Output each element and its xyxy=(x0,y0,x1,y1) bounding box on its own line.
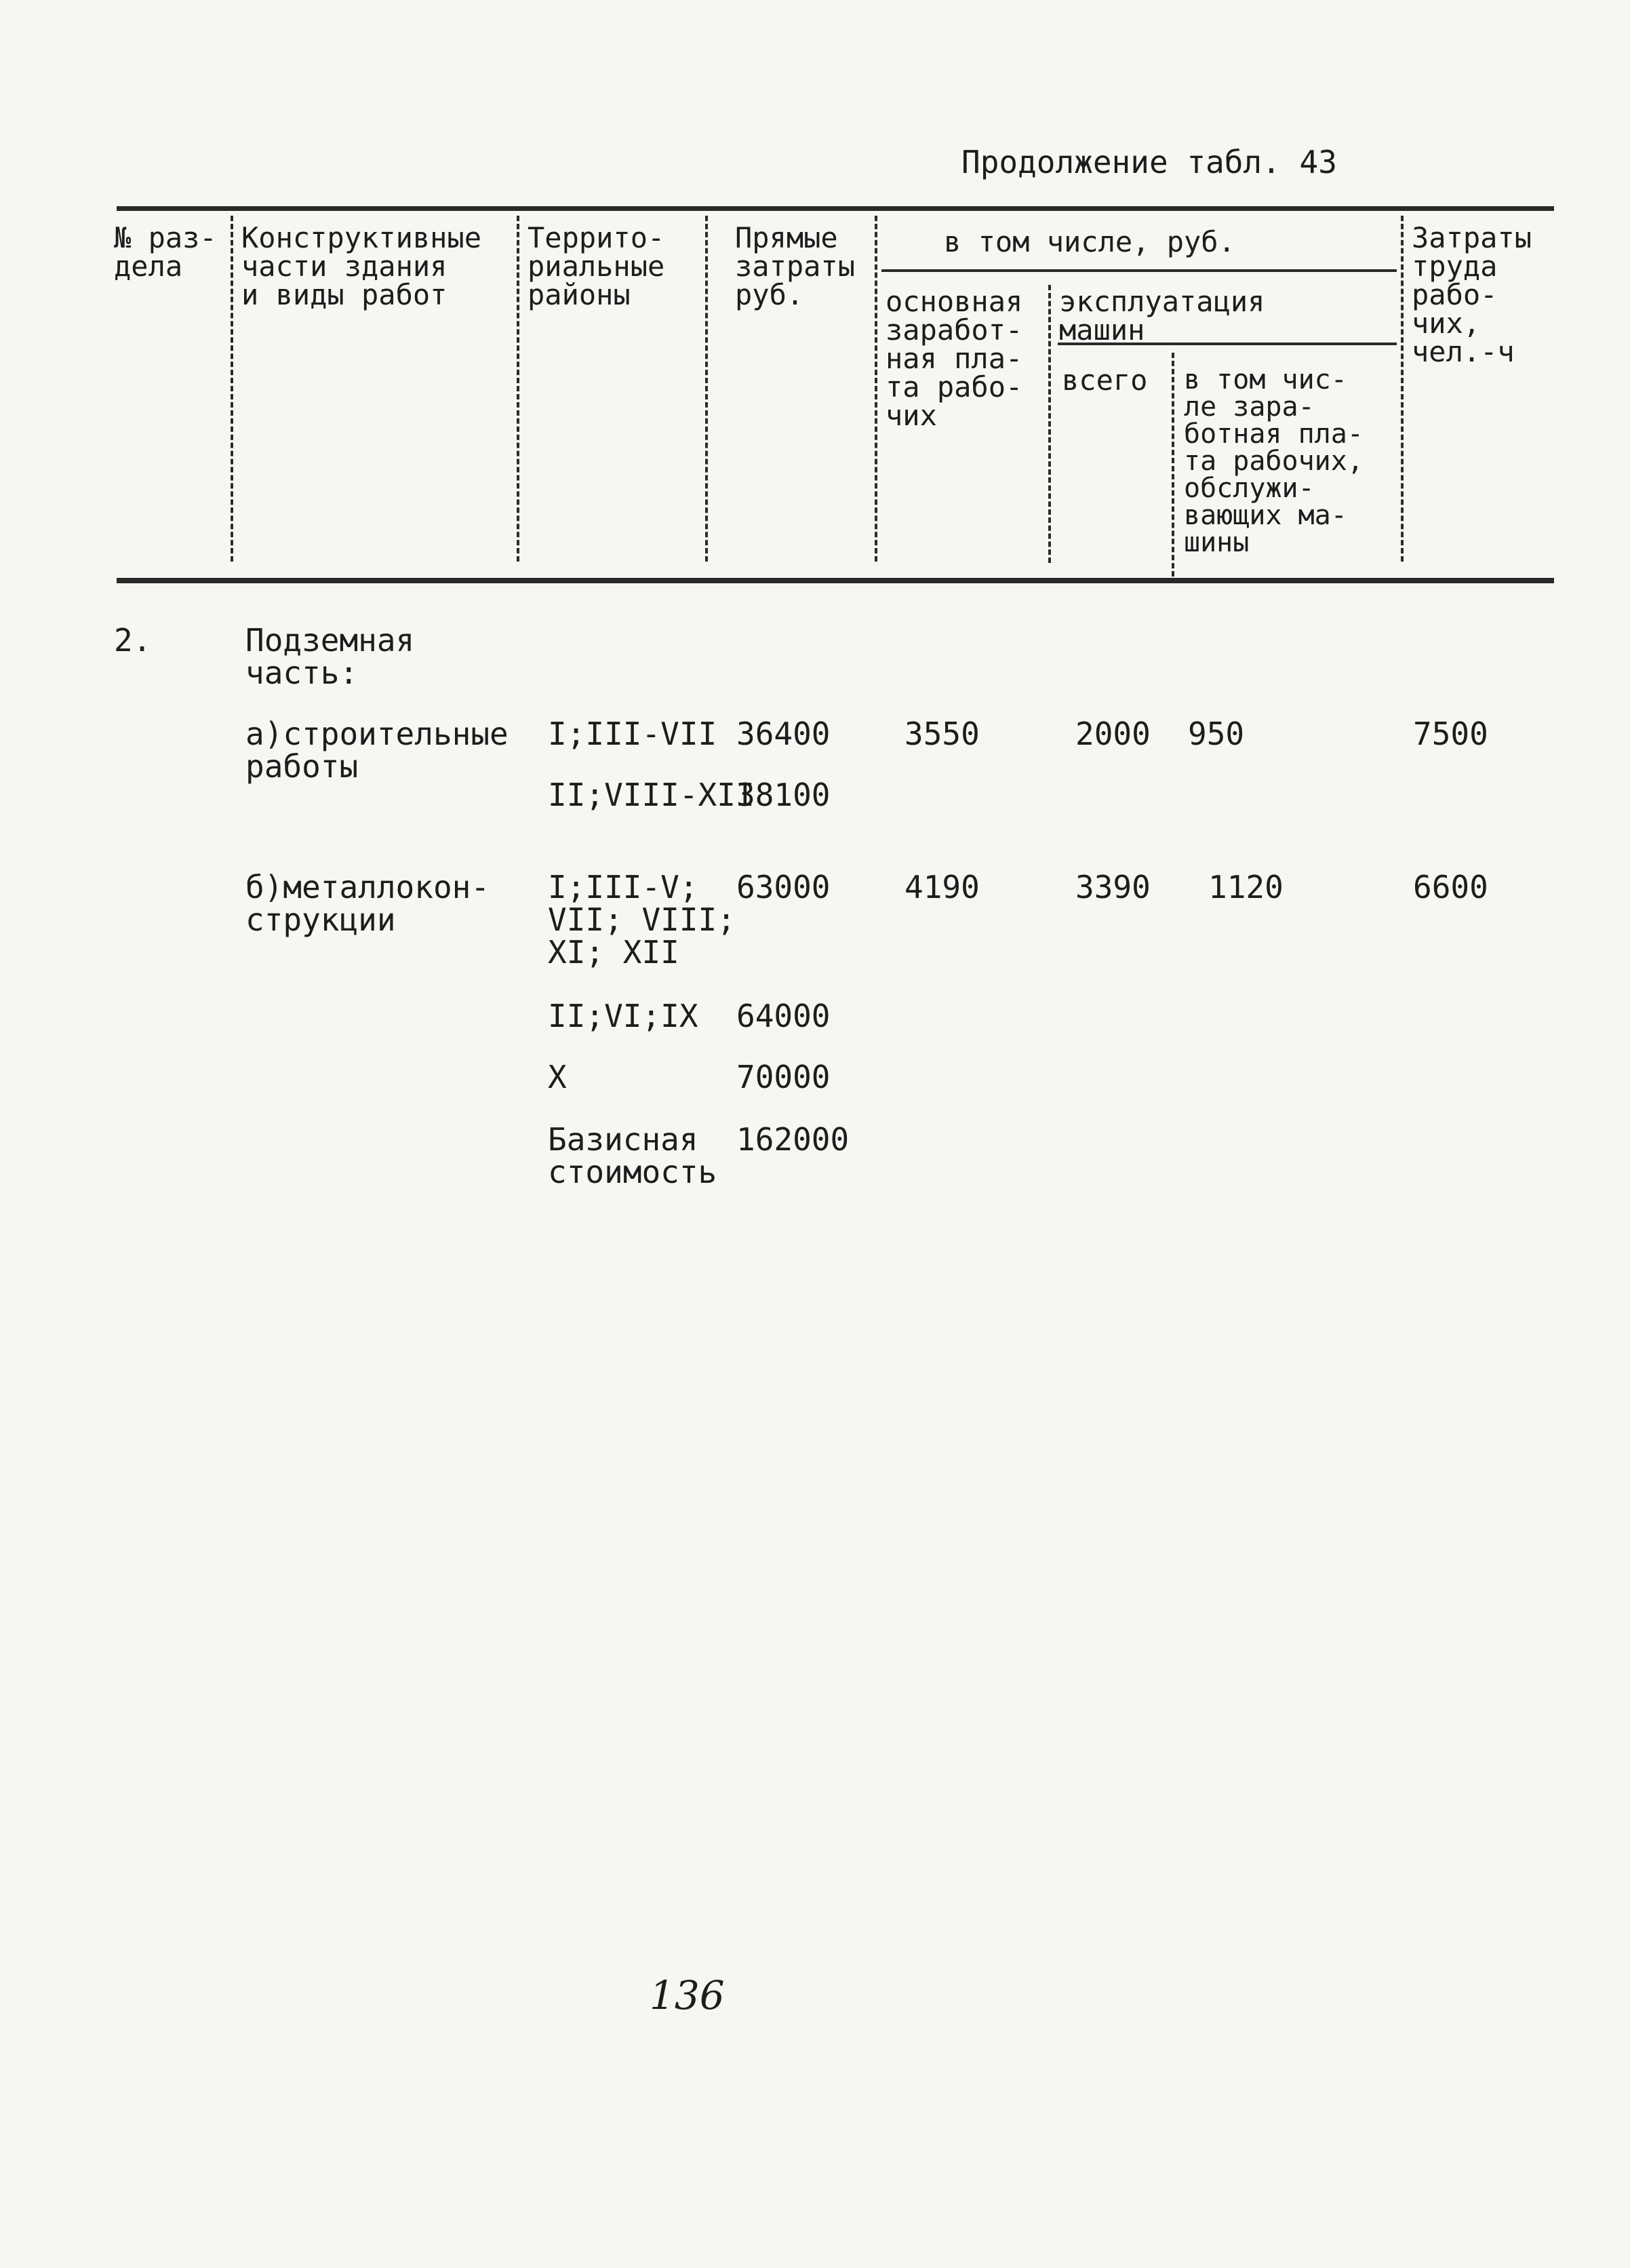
header-machines-total: всего xyxy=(1062,364,1148,397)
direct-costs-cell: 70000 xyxy=(736,1059,831,1095)
direct-costs-cell: 63000 xyxy=(736,869,831,905)
header-base-wage: основная заработ- ная пла- та рабо- чих xyxy=(886,285,1023,432)
machines-wage-cell: 950 xyxy=(1188,716,1245,752)
direct-costs-cell: 64000 xyxy=(736,998,831,1034)
column-separator xyxy=(517,216,519,562)
header-construction-parts: Конструктивные части здания и виды работ xyxy=(241,221,482,311)
direct-costs-cell: 38100 xyxy=(736,777,831,813)
table-caption: Продолжение табл. 43 xyxy=(961,144,1337,180)
item-label: а)строительные работы xyxy=(245,716,509,785)
districts-cell: I;III-V; VII; VIII; XI; XII xyxy=(548,869,736,971)
machines-wage-cell: 1120 xyxy=(1208,869,1284,905)
direct-costs-cell: 162000 xyxy=(736,1121,850,1158)
header-machine-operation: эксплуатация машин xyxy=(1059,285,1265,347)
machines-total-cell: 3390 xyxy=(1075,869,1151,905)
machines-total-cell: 2000 xyxy=(1075,716,1151,752)
districts-cell: Базисная стоимость xyxy=(548,1121,717,1190)
base-wage-cell: 4190 xyxy=(905,869,980,905)
labor-costs-cell: 6600 xyxy=(1413,869,1488,905)
section-number: 2. xyxy=(114,622,152,659)
header-including-group: в том числе, руб. xyxy=(944,225,1235,258)
column-separator xyxy=(231,216,233,562)
column-separator xyxy=(875,216,877,562)
base-wage-cell: 3550 xyxy=(905,716,980,752)
districts-cell: X xyxy=(548,1059,567,1095)
item-label: б)металлокон- струкции xyxy=(245,869,490,938)
header-section-number: № раз- дела xyxy=(114,221,217,283)
header-territorial-districts: Террито- риальные районы xyxy=(528,221,665,311)
section-title: Подземная часть: xyxy=(245,622,415,691)
direct-costs-cell: 36400 xyxy=(736,716,831,752)
column-separator xyxy=(1401,216,1404,562)
header-machines-wage: в том чис- ле зара- ботная пла- та рабочих, обслужи- вающих ма- шины xyxy=(1184,364,1364,558)
labor-costs-cell: 7500 xyxy=(1413,716,1488,752)
districts-cell: I;III-VII xyxy=(548,716,717,752)
column-separator xyxy=(1172,353,1174,576)
districts-cell: II;VI;IX xyxy=(548,998,698,1034)
header-bottom-rule xyxy=(117,578,1554,583)
column-separator xyxy=(1048,285,1051,563)
header-group-rule xyxy=(881,269,1397,272)
districts-cell: II;VIII-XII xyxy=(548,777,755,813)
header-direct-costs: Прямые затраты руб. xyxy=(735,221,856,311)
column-separator xyxy=(705,216,708,562)
header-top-rule xyxy=(117,206,1554,211)
header-labor-costs: Затраты труда рабо- чих, чел.-ч xyxy=(1412,221,1532,368)
page-number: 136 xyxy=(650,1972,725,2018)
